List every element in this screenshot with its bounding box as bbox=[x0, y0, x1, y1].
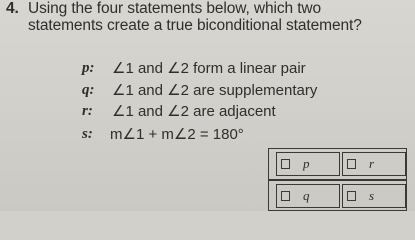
statement-label: s: bbox=[82, 125, 93, 142]
checkbox-icon[interactable] bbox=[281, 191, 290, 201]
checkbox-icon[interactable] bbox=[281, 159, 290, 169]
option-s[interactable] bbox=[342, 184, 406, 208]
option-p[interactable] bbox=[276, 152, 340, 176]
statement-label: r: bbox=[82, 102, 93, 119]
question-text-line-1: Using the four statements below, which two bbox=[28, 0, 322, 17]
statement-s bbox=[82, 124, 244, 144]
answer-choices bbox=[268, 148, 407, 211]
statement-label: q: bbox=[82, 81, 95, 98]
statement-label: p: bbox=[82, 59, 95, 76]
option-q[interactable] bbox=[276, 184, 340, 208]
divider bbox=[269, 179, 406, 181]
checkbox-icon[interactable] bbox=[347, 159, 356, 169]
statement-text: m∠1 + m∠2 = 180° bbox=[110, 126, 244, 143]
option-label: p bbox=[303, 156, 310, 171]
statement-text: ∠1 and ∠2 are supplementary bbox=[112, 82, 318, 99]
option-label: q bbox=[303, 188, 310, 203]
statement-r bbox=[82, 101, 276, 121]
option-r[interactable] bbox=[342, 152, 406, 176]
option-label: r bbox=[369, 156, 375, 171]
statement-text: ∠1 and ∠2 are adjacent bbox=[112, 103, 276, 120]
statement-text: ∠1 and ∠2 form a linear pair bbox=[112, 60, 306, 77]
option-label: s bbox=[369, 188, 375, 203]
checkbox-icon[interactable] bbox=[347, 191, 356, 201]
question-number: 4. bbox=[6, 0, 19, 17]
statement-q bbox=[82, 80, 317, 100]
statement-p bbox=[82, 58, 306, 78]
question-text-line-2: statements create a true biconditional statement? bbox=[28, 17, 362, 34]
